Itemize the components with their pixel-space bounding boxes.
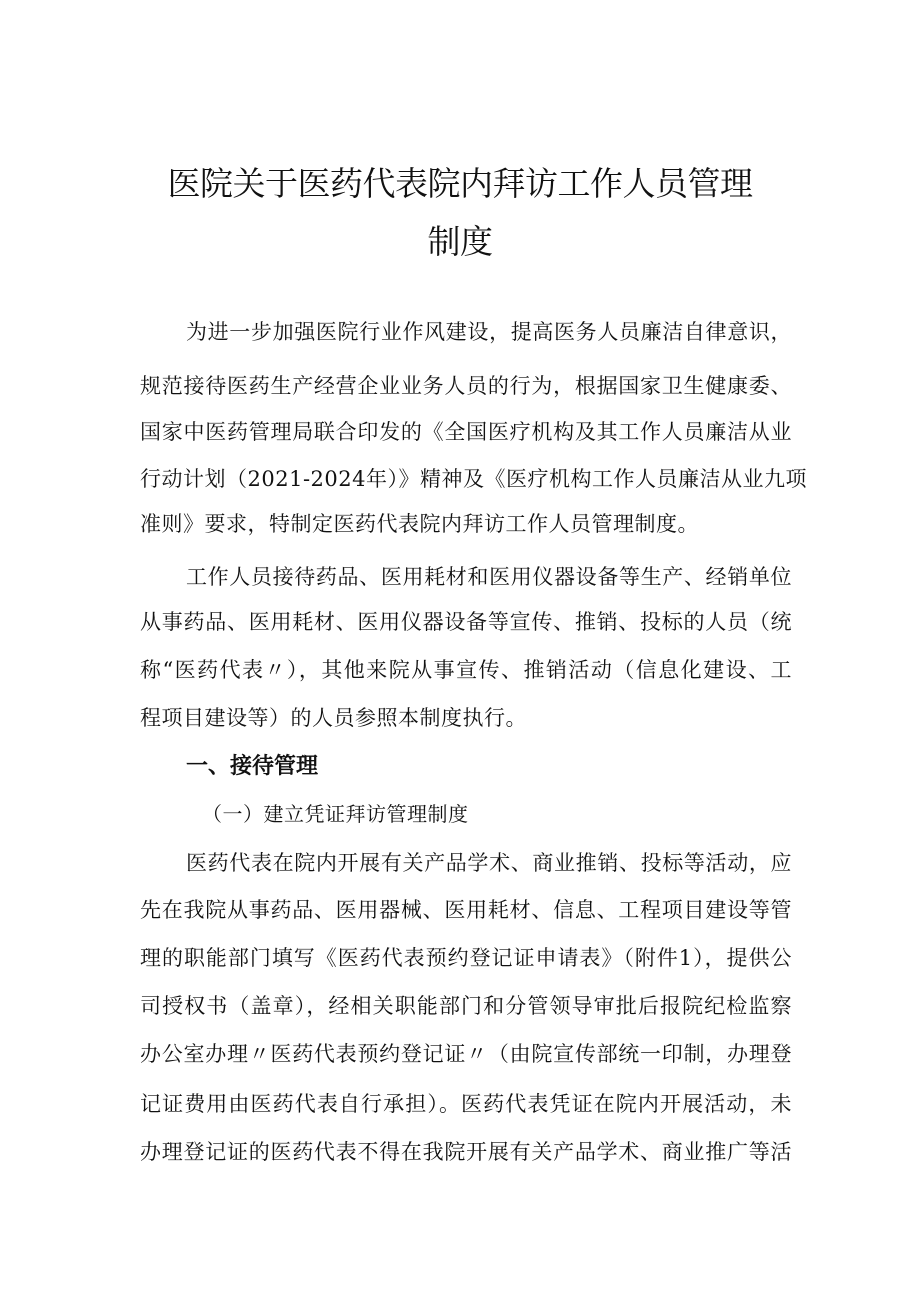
section-heading: 一、接待管理 [186,754,319,779]
paragraph1-line: 行动计划（2021-2024年）》精神及《医疗机构工作人员廉洁从业九项 [140,467,807,491]
paragraph3-line: 先在我院从事药品、医用器械、医用耗材、信息、工程项目建设等管 [140,898,792,922]
paragraph1-line: 准则》要求，特制定医药代表院内拜访工作人员管理制度。 [140,512,699,536]
subsection-heading: （一）建立凭证拜访管理制度 [202,802,469,826]
paragraph3-line: 记证费用由医药代表自行承担）。医药代表凭证在院内开展活动，未 [140,1092,792,1116]
paragraph1-line: 规范接待医药生产经营企业业务人员的行为，根据国家卫生健康委、 [140,374,792,398]
paragraph3-line: 医药代表在院内开展有关产品学术、商业推销、投标等活动，应 [186,851,792,875]
paragraph1-line: 为进一步加强医院行业作风建设，提高医务人员廉洁自律意识， [186,320,792,344]
paragraph3-line: 理的职能部门填写《医药代表预约登记证申请表》（附件1），提供公 [140,946,792,970]
paragraph3-line: 办理登记证的医药代表不得在我院开展有关产品学术、商业推广等活 [140,1140,792,1164]
document-title-line1: 医院关于医药代表院内拜访工作人员管理 [167,164,753,203]
document-title-line2: 制度 [427,222,493,261]
paragraph1-line: 国家中医药管理局联合印发的《全国医疗机构及其工作人员廉洁从业 [140,420,792,444]
paragraph3-line: 办公室办理〃医药代表预约登记证〃（由院宣传部统一印制，办理登 [140,1042,792,1066]
paragraph2-line: 称“医药代表〃），其他来院从事宣传、推销活动（信息化建设、工 [140,658,792,682]
paragraph2-line: 程项目建设等）的人员参照本制度执行。 [140,706,527,730]
paragraph3-line: 司授权书（盖章），经相关职能部门和分管领导审批后报院纪检监察 [140,994,792,1018]
paragraph2-line: 工作人员接待药品、医用耗材和医用仪器设备等生产、经销单位 [186,565,792,589]
paragraph2-line: 从事药品、医用耗材、医用仪器设备等宣传、推销、投标的人员（统 [140,610,792,634]
